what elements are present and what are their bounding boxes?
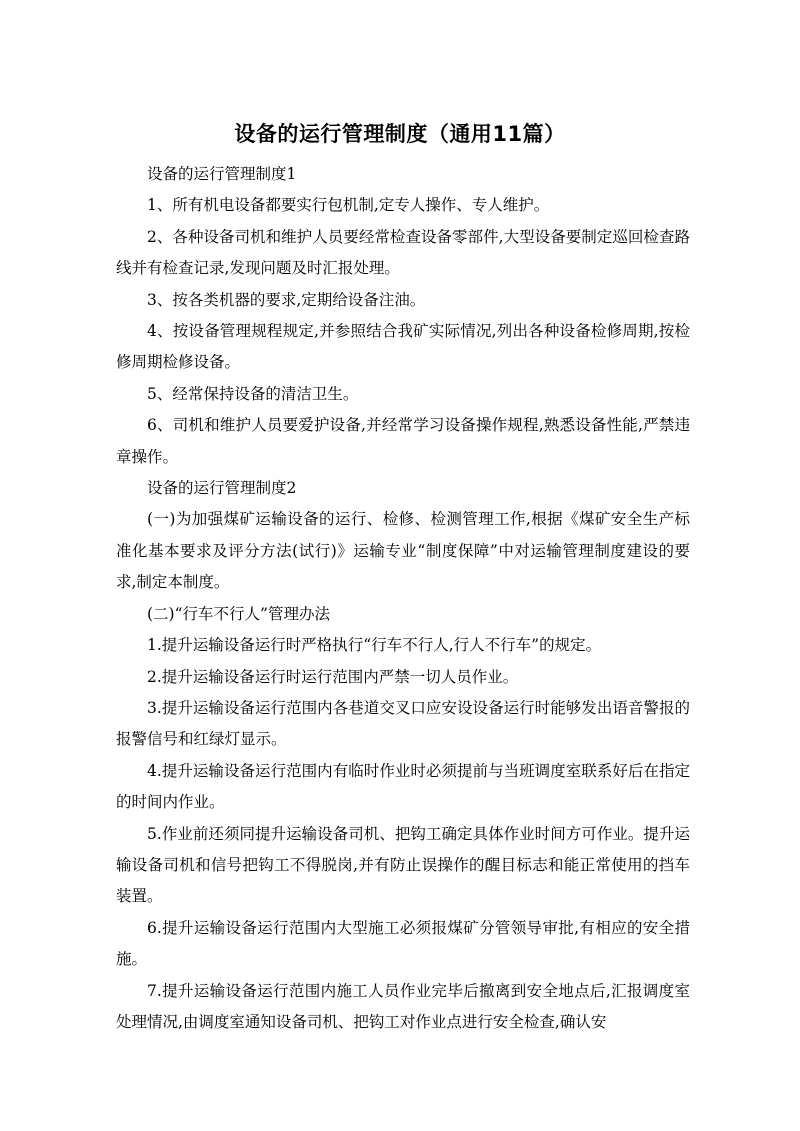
paragraph-9: (一)为加强煤矿运输设备的运行、检修、检测管理工作,根据《煤矿安全生产标准化基本要求及评分方法(试行)》运输专业“制度保障”中对运输管理制度建设的要求,制定本制度。 — [116, 510, 690, 592]
paragraph-1: 设备的运行管理制度1 — [147, 165, 297, 183]
paragraph-15: 5.作业前还须同提升运输设备司机、把钩工确定具体作业时间方可作业。提升运输设备司机和信号把钩工不得脱岗,并有防止误操作的醒目标志和能正常使用的挡车装置。 — [116, 824, 690, 906]
paragraph-13: 3.提升运输设备运行范围内各巷道交叉口应安设设备运行时能够发出语音警报的报警信号和红绿灯显示。 — [116, 698, 690, 749]
paragraph-11: 1.提升运输设备运行时严格执行“行车不行人,行人不行车”的规定。 — [147, 636, 602, 655]
document-title: 设备的运行管理制度（通用11篇） — [234, 122, 566, 146]
paragraph-16: 6.提升运输设备运行范围内大型施工必须报煤矿分管领导审批,有相应的安全措施。 — [116, 918, 690, 969]
paragraph-10: (二)“行车不行人”管理办法 — [147, 604, 330, 623]
paragraph-7: 6、司机和维护人员要爱护设备,并经常学习设备操作规程,熟悉设备性能,严禁违章操作。 — [116, 416, 690, 466]
paragraph-14: 4.提升运输设备运行范围内有临时作业时必须提前与当班调度室联系好后在指定的时间内作业。 — [116, 761, 690, 812]
paragraph-4: 3、按各类机器的要求,定期给设备注油。 — [147, 290, 426, 309]
paragraph-3: 2、各种设备司机和维护人员要经常检查设备零部件,大型设备要制定巡回检查路线并有检查记录,发现问题及时汇报处理。 — [116, 227, 690, 278]
paragraph-6: 5、经常保持设备的清洁卫生。 — [147, 384, 359, 403]
paragraph-2: 1、所有机电设备都要实行包机制,定专人操作、专人维护。 — [147, 196, 550, 215]
paragraph-12: 2.提升运输设备运行时运行范围内严禁一切人员作业。 — [147, 667, 519, 686]
document-body — [116, 159, 690, 1038]
paragraph-17: 7.提升运输设备运行范围内施工人员作业完毕后撤离到安全地点后,汇报调度室处理情况,由调度室通知设备司机、把钩工对作业点进行安全检查,确认安 — [116, 981, 690, 1031]
paragraph-5: 4、按设备管理规程规定,并参照结合我矿实际情况,列出各种设备检修周期,按检修周期检修设备。 — [116, 322, 690, 372]
paragraph-8: 设备的运行管理制度2 — [147, 479, 297, 498]
